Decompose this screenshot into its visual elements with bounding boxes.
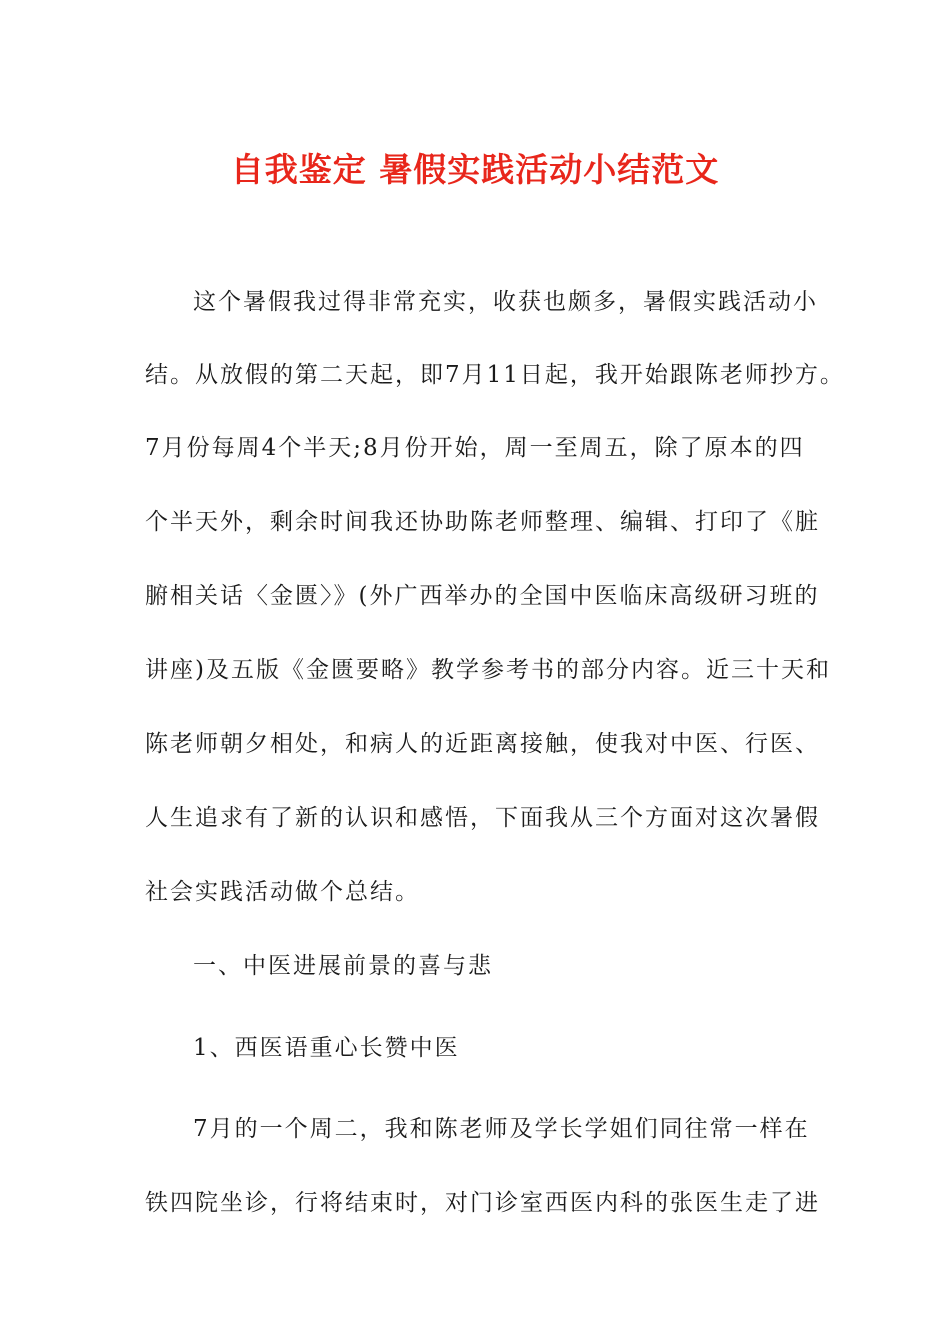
section-heading: 一、中医进展前景的喜与悲	[193, 953, 493, 979]
paragraph-line: 7月的一个周二，我和陈老师及学长学姐们同往常一样在	[193, 1116, 810, 1142]
document-title: 自我鉴定 暑假实践活动小结范文	[230, 150, 720, 189]
paragraph-line: 铁四院坐诊，行将结束时，对门诊室西医内科的张医生走了进	[145, 1190, 820, 1216]
paragraph-line: 7月份每周4个半天;8月份开始，周一至周五，除了原本的四	[145, 435, 805, 461]
paragraph-line: 个半天外，剩余时间我还协助陈老师整理、编辑、打印了《脏	[145, 509, 820, 535]
paragraph-line: 结。从放假的第二天起，即7月11日起，我开始跟陈老师抄方。	[145, 362, 845, 388]
paragraph-line: 讲座)及五版《金匮要略》教学参考书的部分内容。近三十天和	[145, 657, 831, 683]
paragraph-line: 陈老师朝夕相处，和病人的近距离接触，使我对中医、行医、	[145, 731, 820, 757]
subsection-heading: 1、西医语重心长赞中医	[193, 1035, 460, 1061]
paragraph-line: 人生追求有了新的认识和感悟，下面我从三个方面对这次暑假	[145, 805, 820, 831]
paragraph-line: 这个暑假我过得非常充实，收获也颇多，暑假实践活动小	[193, 289, 818, 315]
paragraph-line: 社会实践活动做个总结。	[145, 879, 420, 905]
paragraph-line: 腑相关话〈金匮〉》(外广西举办的全国中医临床高级研习班的	[145, 583, 820, 609]
